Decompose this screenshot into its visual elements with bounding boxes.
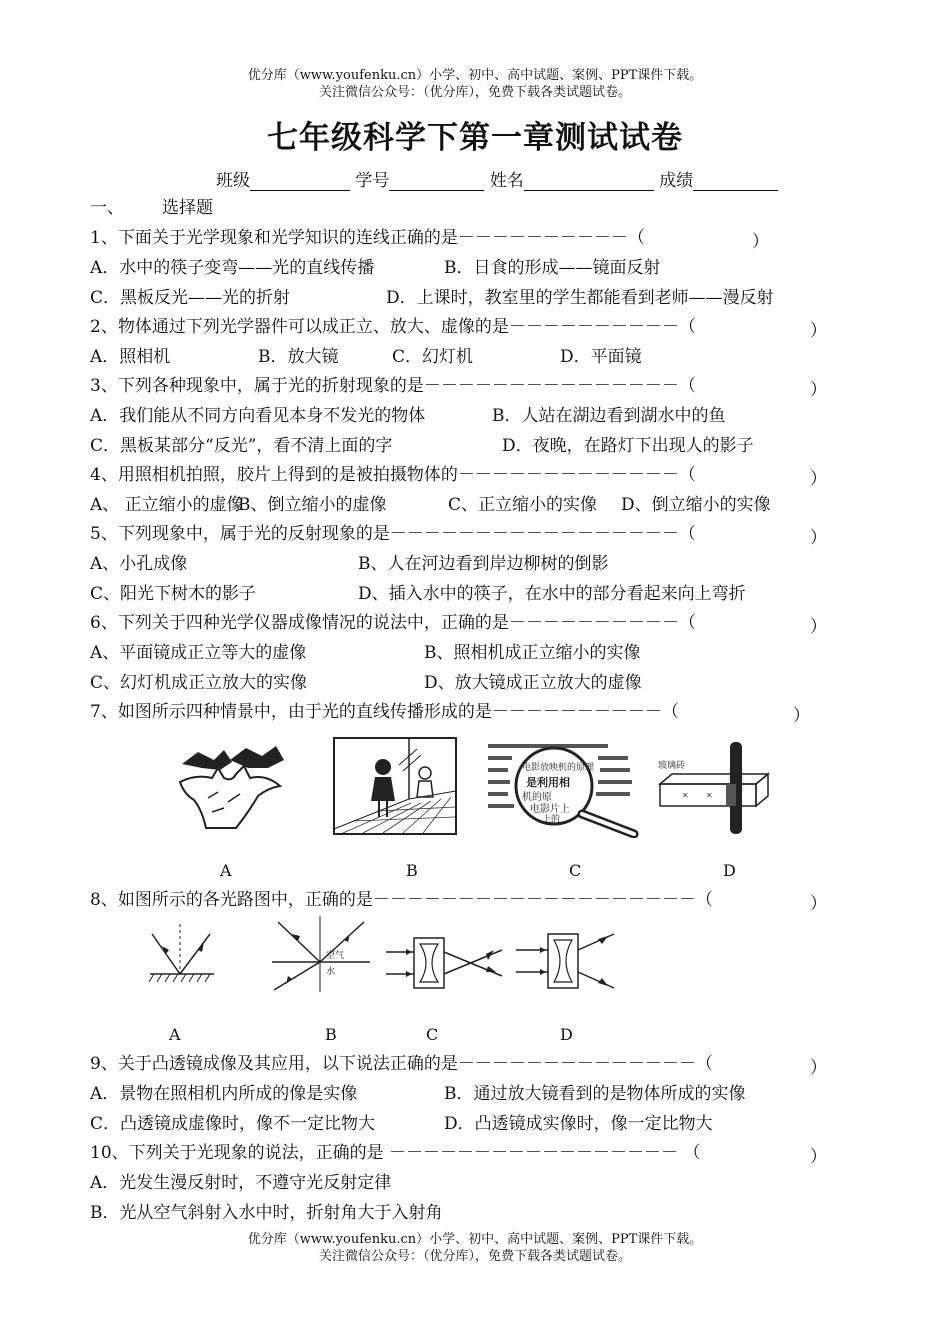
question-9-stem: 9、关于凸透镜成像及其应用，以下说法正确的是－－－－－－－－－－－－－－（ <box>90 1054 713 1074</box>
water-label: 水 <box>326 967 336 977</box>
magnifier-text-1: 电影放映机的原理 <box>522 763 595 773</box>
header-line-2: 关注微信公众号：（优分库），免费下载各类试题试卷。 <box>318 85 631 100</box>
figure-8a-reflection <box>146 920 218 984</box>
question-8-stem: 8、如图所示的各光路图中，正确的是－－－－－－－－－－－－－－－－－－－（ <box>90 890 713 910</box>
section-heading <box>90 197 213 219</box>
question-4-answer-paren[interactable]: ） <box>810 469 827 489</box>
q2-option-d: D．平面镜 <box>560 347 642 367</box>
q9-option-b: B．通过放大镜看到的是物体所成的实像 <box>444 1084 746 1104</box>
figure-7-label-b: B <box>406 861 418 880</box>
q9-option-a: A．景物在照相机内所成的像是实像 <box>90 1084 358 1104</box>
figure-8d-lens-diagram <box>514 930 618 992</box>
number-label: 学号 <box>355 171 390 191</box>
figure-8-label-a: A <box>169 1025 181 1044</box>
air-label: 空气 <box>326 951 345 961</box>
q2-option-b: B．放大镜 <box>258 347 339 367</box>
question-7-stem: 7、如图所示四种情景中，由于光的直线传播形成的是－－－－－－－－－－（ <box>90 702 679 722</box>
q1-option-b: B．日食的形成——镜面反射 <box>444 258 661 278</box>
class-field[interactable] <box>250 172 350 191</box>
q1-option-a: A．水中的筷子变弯——光的直线传播 <box>90 258 375 278</box>
figure-7b-mirror-room <box>333 737 457 835</box>
q4-option-a: A、 正立缩小的虚像 <box>90 495 244 515</box>
section-label: 选择题 <box>162 198 213 218</box>
q1-option-c: C．黑板反光——光的折射 <box>90 288 291 308</box>
question-1-answer-paren[interactable]: ） <box>752 232 769 252</box>
q9-option-c: C．凸透镜成虚像时，像不一定比物大 <box>90 1114 376 1134</box>
student-info-row <box>216 166 778 191</box>
question-10-answer-paren[interactable]: ） <box>810 1147 827 1167</box>
page-title: 七年级科学下第一章测试试卷 <box>267 120 683 156</box>
figure-8-label-c: C <box>426 1025 439 1044</box>
figure-7d-glass-block <box>656 740 774 836</box>
figure-8c-lens-diagram <box>384 934 506 992</box>
magnifier-text-4: 电影片上 <box>530 804 570 815</box>
question-2-answer-paren[interactable]: ） <box>810 321 827 341</box>
magnifier-text-5: 上的 <box>542 815 561 825</box>
q3-option-b: B．人站在湖边看到湖水中的鱼 <box>492 406 726 426</box>
magnifier-text-3: 机的原 <box>522 792 552 803</box>
q4-option-d: D、倒立缩小的实像 <box>621 495 771 515</box>
question-6-stem: 6、下列关于四种光学仪器成像情况的说法中，正确的是－－－－－－－－－－（ <box>90 613 696 633</box>
question-8-answer-paren[interactable]: ） <box>810 894 827 914</box>
figure-7c-magnifier <box>486 738 644 838</box>
q5-option-b: B、人在河边看到岸边柳树的倒影 <box>358 554 609 574</box>
question-10-stem: 10、下列关于光现象的说法，正确的是 －－－－－－－－－－－－－－－－－ （ <box>90 1143 701 1163</box>
q6-option-c: C、幻灯机成正立放大的实像 <box>90 673 308 693</box>
figure-8b-refraction <box>268 914 374 994</box>
score-field[interactable] <box>693 172 778 191</box>
q10-option-a: A．光发生漫反射时，不遵守光反射定律 <box>90 1173 392 1193</box>
q3-option-d: D．夜晚，在路灯下出现人的影子 <box>502 436 754 456</box>
question-6-answer-paren[interactable]: ） <box>810 617 827 637</box>
figure-8-label-d: D <box>560 1025 573 1044</box>
figure-8-label-b: B <box>325 1025 337 1044</box>
q5-option-d: D、插入水中的筷子，在水中的部分看起来向上弯折 <box>358 584 746 604</box>
question-2-stem: 2、物体通过下列光学器件可以成正立、放大、虚像的是－－－－－－－－－－（ <box>90 317 696 337</box>
figure-7a-hand-shadow <box>172 738 290 830</box>
name-label: 姓名 <box>489 171 524 191</box>
question-7-answer-paren[interactable]: ） <box>793 706 810 726</box>
q2-option-c: C．幻灯机 <box>392 347 474 367</box>
q2-option-a: A．照相机 <box>90 347 171 367</box>
number-field[interactable] <box>389 172 484 191</box>
q1-option-d: D．上课时，教室里的学生都能看到老师——漫反射 <box>386 288 774 308</box>
q6-option-d: D、放大镜成正立放大的虚像 <box>424 673 642 693</box>
score-label: 成绩 <box>659 171 694 191</box>
question-9-answer-paren[interactable]: ） <box>810 1058 827 1078</box>
q6-option-a: A、平面镜成正立等大的虚像 <box>90 643 307 663</box>
magnifier-text-2: 是利用相 <box>526 776 570 789</box>
footer-line-2: 关注微信公众号：（优分库），免费下载各类试题试卷。 <box>318 1249 631 1264</box>
footer-line-1: 优分库（www.youfenku.cn）小学、初中、高中试题、案例、PPT课件下载。 <box>247 1232 703 1247</box>
q5-option-a: A、小孔成像 <box>90 554 188 574</box>
question-1-stem: 1、下面关于光学现象和光学知识的连线正确的是－－－－－－－－－－（ <box>90 228 645 248</box>
q10-option-b: B．光从空气斜射入水中时，折射角大于入射角 <box>90 1203 443 1223</box>
q3-option-a: A．我们能从不同方向看见本身不发光的物体 <box>90 406 426 426</box>
q5-option-c: C、阳光下树木的影子 <box>90 584 257 604</box>
section-number: 一、 <box>90 198 124 218</box>
class-label: 班级 <box>216 171 250 191</box>
question-3-stem: 3、下列各种现象中，属于光的折射现象的是－－－－－－－－－－－－－－－（ <box>90 376 696 396</box>
q4-option-b: B、倒立缩小的虚像 <box>238 495 387 515</box>
header-line-1: 优分库（www.youfenku.cn）小学、初中、高中试题、案例、PPT课件下载。 <box>247 68 703 83</box>
q3-option-c: C．黑板某部分“反光”，看不清上面的字 <box>90 436 393 456</box>
figure-7-label-a: A <box>220 861 232 880</box>
q6-option-b: B、照相机成正立缩小的实像 <box>424 643 641 663</box>
question-5-answer-paren[interactable]: ） <box>810 528 827 548</box>
figure-7-label-d: D <box>723 861 736 880</box>
figure-7-label-c: C <box>569 861 582 880</box>
question-5-stem: 5、下列现象中，属于光的反射现象的是－－－－－－－－－－－－－－－－－（ <box>90 524 696 544</box>
name-field[interactable] <box>524 172 654 191</box>
q4-option-c: C、正立缩小的实像 <box>448 495 598 515</box>
glass-block-label: 玻璃砖 <box>658 761 686 771</box>
svg-text:✕: ✕ <box>706 791 713 800</box>
q9-option-d: D．凸透镜成实像时，像一定比物大 <box>444 1114 713 1134</box>
question-3-answer-paren[interactable]: ） <box>810 380 827 400</box>
question-4-stem: 4、用照相机拍照，胶片上得到的是被拍摄物体的－－－－－－－－－－－－－（ <box>90 465 696 485</box>
svg-text:✕: ✕ <box>682 791 689 800</box>
